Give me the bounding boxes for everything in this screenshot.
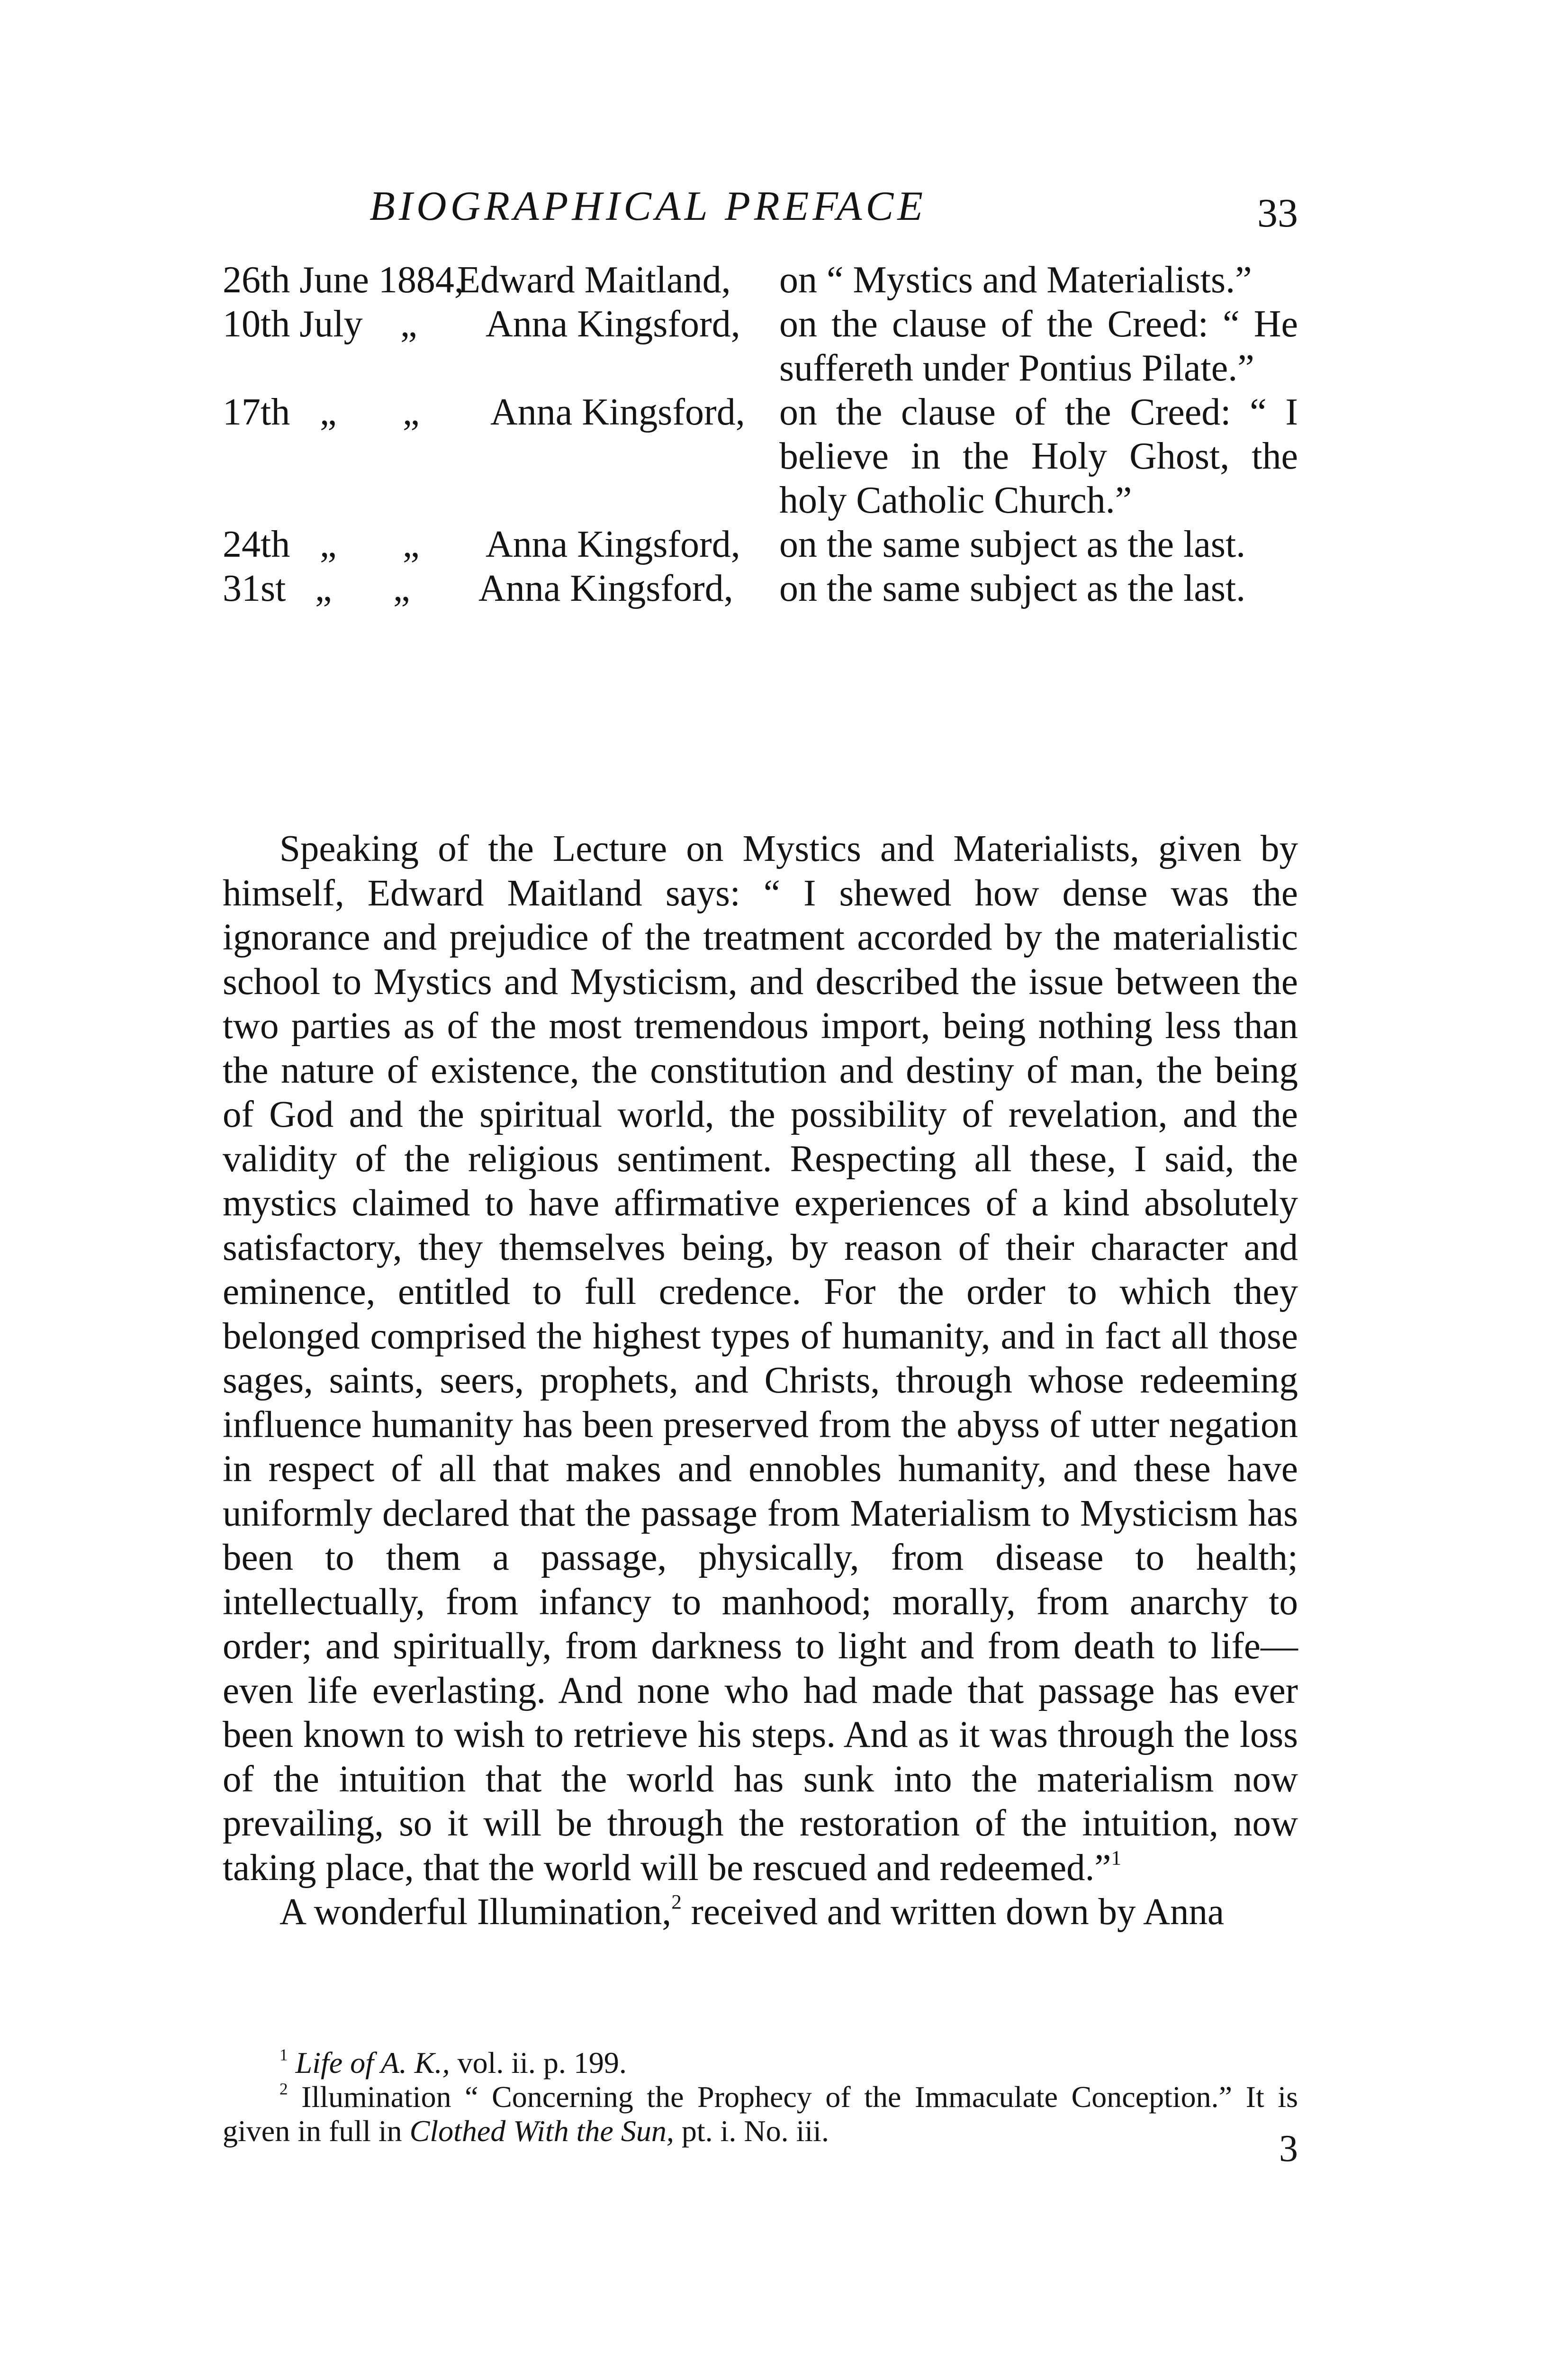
- footnote-title: Clothed With the Sun,: [409, 2114, 674, 2148]
- paragraph-text: received and written down by Anna: [681, 1891, 1225, 1933]
- lecturer-name: Anna Kingsford,: [486, 524, 740, 565]
- ditto-mark: „: [393, 568, 410, 609]
- lecture-topic: on “ Mystics and Materialists.”: [779, 259, 1252, 301]
- lecturer-name: Anna Kingsford,: [490, 391, 745, 433]
- lecture-topic: on the same subject as the last.: [779, 524, 1246, 565]
- ditto-mark: „: [400, 303, 417, 345]
- lecturer-name: Edward Maitland,: [457, 259, 731, 301]
- ditto-mark: „: [320, 391, 337, 433]
- footnote: [223, 2046, 1298, 2080]
- body-paragraph: [223, 1890, 1298, 1935]
- footnote-mark: 2: [279, 2080, 288, 2098]
- running-title: BIOGRAPHICAL PREFACE: [369, 183, 927, 229]
- lecture-entry: [223, 523, 1298, 567]
- footnote-mark: 1: [279, 2045, 288, 2064]
- footnote-text: pt. i. No. iii.: [674, 2114, 829, 2148]
- lecture-topic: on the clause of the Creed: “ He suffereth under Pontius Pilate.”: [779, 303, 1298, 389]
- signature-mark: 3: [1279, 2128, 1298, 2170]
- lecture-entry: [223, 258, 1298, 302]
- page-number: 33: [1257, 190, 1298, 235]
- ditto-mark: „: [403, 524, 420, 565]
- footnote-title: Life of A. K.,: [295, 2046, 450, 2080]
- lecture-date: 24th: [223, 524, 290, 565]
- lecture-date: 10th July: [223, 303, 363, 345]
- ditto-mark: „: [320, 524, 337, 565]
- paragraph-text: Speaking of the Lecture on Mystics and Materialists, given by himself, Edward Maitland says: “ I shewed how dense was the ignorance and prejudice of the treatment accorded by the materialistic school to Mystics and Mysticism, and described the issue between the two parties as of the most tremendous import, being nothing less than the nature of existence, the constitution and destiny of man, the being of God and the spiritual world, the possibility of revelation, and the validity of the religious sentiment. Respecting all these, I said, the mystics claimed to have affirmative experiences of a kind absolutely satisfactory, they themselves being, by reason of their character and eminence, entitled to full credence. For the order to which they belonged comprised the highest types of humanity, and in fact all those sages, saints, seers, prophets, and Christs, through whose redeeming influence humanity has been preserved from the abyss of utter negation in respect of all that makes and ennobles humanity, and these have uniformly declared that the passage from Materialism to Mysticism has been to them a passage, physically, from disease to health; intellectually, from infancy to manhood; morally, from anarchy to order; and spiritually, from darkness to light and from death to life—even life everlasting. And none who had made that passage has ever been known to wish to retrieve his steps. And as it was through the loss of the intuition that the world has sunk into the materialism now prevailing, so it will be through the restoration of the intuition, now taking place, that the world will be rescued and redeemed.”: [223, 828, 1298, 1889]
- lecture-topic: on the clause of the Creed: “ I believe in the Holy Ghost, the holy Catholic Church.”: [779, 391, 1298, 521]
- ditto-mark: „: [315, 568, 332, 609]
- lecture-entry: [223, 302, 1298, 390]
- lecture-list: [223, 258, 1298, 611]
- footnotes: [223, 2046, 1298, 2148]
- ditto-mark: „: [403, 391, 420, 433]
- body-text: [223, 827, 1298, 1935]
- lecture-date: 31st: [223, 568, 286, 609]
- lecturer-name: Anna Kingsford,: [478, 568, 733, 609]
- footnote-ref: 1: [1111, 1846, 1122, 1869]
- lecturer-name: Anna Kingsford,: [486, 303, 740, 345]
- paragraph-text: A wonderful Illumination,: [279, 1891, 672, 1933]
- lecture-topic: on the same subject as the last.: [779, 568, 1246, 609]
- running-head: [294, 182, 1298, 244]
- footnote: [223, 2080, 1298, 2148]
- lecture-entry: [223, 390, 1298, 523]
- lecture-entry: [223, 567, 1298, 611]
- footnote-text: Illumination “ Concerning the Prophecy of the Immaculate Conception.” It is given in full in: [223, 2080, 1298, 2148]
- lecture-date: 26th June 1884,: [223, 259, 464, 301]
- footnote-text: vol. ii. p. 199.: [450, 2046, 627, 2080]
- lecture-date: 17th: [223, 391, 290, 433]
- body-paragraph: [223, 827, 1298, 1890]
- footnote-ref: 2: [671, 1890, 682, 1914]
